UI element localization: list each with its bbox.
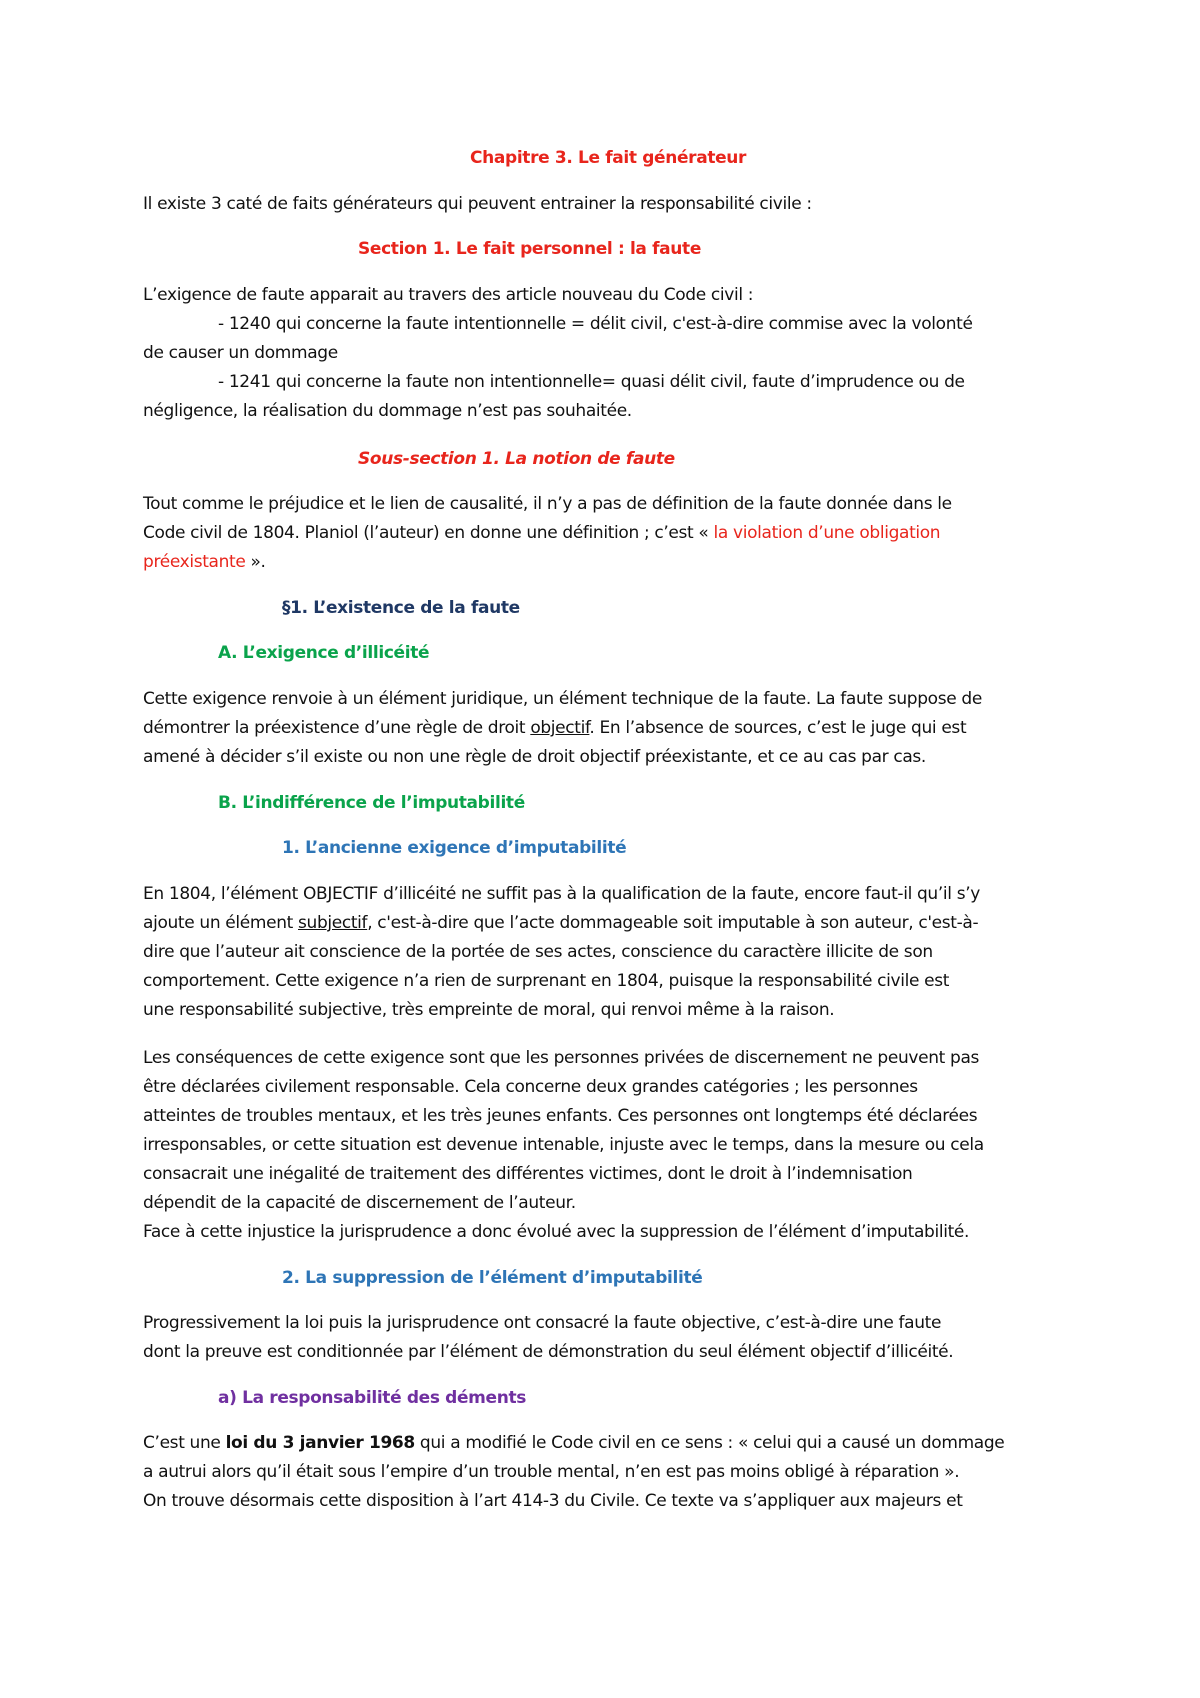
- subheading-b1: 1. L’ancienne exigence d’imputabilité: [282, 838, 627, 858]
- body-line: Les conséquences de cette exigence sont que les personnes privées de discernement ne peuvent pas: [143, 1048, 980, 1068]
- text-run: qui a modifié le Code civil en ce sens : « celui qui a causé un dommage: [414, 1433, 1005, 1453]
- body-line: comportement. Cette exigence n’a rien de surprenant en 1804, puisque la responsabilité civile est: [143, 971, 950, 991]
- text-run: ajoute un élément: [143, 913, 299, 933]
- quote-text: préexistante: [143, 552, 246, 572]
- body-line: amené à décider s’il existe ou non une règle de droit objectif préexistante, et ce au cas par cas.: [143, 747, 926, 767]
- body-line: L’exigence de faute apparait au travers des article nouveau du Code civil :: [143, 285, 754, 305]
- body-line: négligence, la réalisation du dommage n’est pas souhaitée.: [143, 401, 632, 421]
- text-run: . En l’absence de sources, c’est le juge qui est: [589, 718, 967, 738]
- body-line: dire que l’auteur ait conscience de la portée de ses actes, conscience du caractère illicite de son: [143, 942, 933, 962]
- body-line: [143, 912, 978, 934]
- body-line: atteintes de troubles mentaux, et les très jeunes enfants. Ces personnes ont longtemps été déclarées: [143, 1106, 978, 1126]
- paragraph-heading: §1. L’existence de la faute: [282, 598, 520, 618]
- bold-term: loi du 3 janvier 1968: [225, 1433, 415, 1453]
- body-line: Progressivement la loi puis la jurisprudence ont consacré la faute objective, c’est-à-dire une faute: [143, 1313, 942, 1333]
- underlined-term: subjectif: [298, 913, 368, 933]
- body-line: [143, 1432, 1004, 1454]
- body-line: a autrui alors qu’il était sous l’empire d’un trouble mental, n’en est pas moins obligé à réparation ».: [143, 1462, 960, 1482]
- subheading-b2: 2. La suppression de l’élément d’imputabilité: [282, 1268, 703, 1288]
- intro-line: Il existe 3 caté de faits générateurs qui peuvent entrainer la responsabilité civile :: [143, 194, 812, 214]
- quote-text: la violation d’une obligation: [713, 523, 941, 543]
- body-line: de causer un dommage: [143, 343, 338, 363]
- text-run: démontrer la préexistence d’une règle de droit: [143, 718, 531, 738]
- text-run: ».: [245, 552, 266, 572]
- chapter-title: Chapitre 3. Le fait générateur: [470, 148, 747, 168]
- body-line: En 1804, l’élément OBJECTIF d’illicéité ne suffit pas à la qualification de la faute, encore faut-il qu’il s’y: [143, 884, 980, 904]
- text-run: , c'est-à-dire que l’acte dommageable soit imputable à son auteur, c'est-à-: [367, 913, 979, 933]
- text-run: Code civil de 1804. Planiol (l’auteur) en donne une définition ; c’est «: [143, 523, 714, 543]
- body-line: dont la preuve est conditionnée par l’élément de démonstration du seul élément objectif d’illicéité.: [143, 1342, 954, 1362]
- body-line: [143, 522, 940, 544]
- body-line: irresponsables, or cette situation est devenue intenable, injuste avec le temps, dans la mesure ou cela: [143, 1135, 984, 1155]
- body-line: Face à cette injustice la jurisprudence a donc évolué avec la suppression de l’élément d’imputabilité.: [143, 1222, 970, 1242]
- body-line: Cette exigence renvoie à un élément juridique, un élément technique de la faute. La faute suppose de: [143, 689, 982, 709]
- body-line: On trouve désormais cette disposition à l’art 414-3 du Civile. Ce texte va s’appliquer aux majeurs et: [143, 1491, 963, 1511]
- body-line: [143, 717, 966, 739]
- body-line: Tout comme le préjudice et le lien de causalité, il n’y a pas de définition de la faute donnée dans le: [143, 494, 952, 514]
- body-line: consacrait une inégalité de traitement des différentes victimes, dont le droit à l’indemnisation: [143, 1164, 913, 1184]
- body-line: [143, 551, 266, 573]
- heading-a: A. L’exigence d’illicéité: [218, 643, 430, 663]
- body-line: être déclarées civilement responsable. Cela concerne deux grandes catégories ; les personnes: [143, 1077, 918, 1097]
- underlined-term: objectif: [530, 718, 590, 738]
- heading-b: B. L’indifférence de l’imputabilité: [218, 793, 525, 813]
- text-run: C’est une: [143, 1433, 226, 1453]
- subheading-a: a) La responsabilité des déments: [218, 1388, 527, 1408]
- body-line: dépendit de la capacité de discernement de l’auteur.: [143, 1193, 576, 1213]
- body-line: une responsabilité subjective, très empreinte de moral, qui renvoi même à la raison.: [143, 1000, 835, 1020]
- list-item: - 1240 qui concerne la faute intentionnelle = délit civil, c'est-à-dire commise avec la volonté: [218, 314, 973, 334]
- subsection-title: Sous-section 1. La notion de faute: [358, 449, 675, 469]
- section-title: Section 1. Le fait personnel : la faute: [358, 239, 702, 259]
- list-item: - 1241 qui concerne la faute non intentionnelle= quasi délit civil, faute d’imprudence ou de: [218, 372, 965, 392]
